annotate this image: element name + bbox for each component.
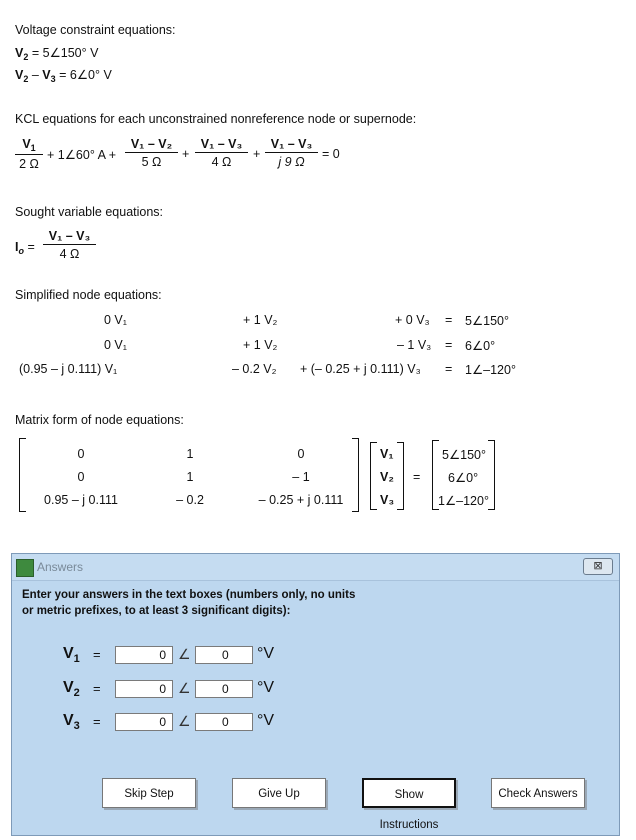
kcl-term-3: $\frac{\text{V₁ – V₃}}{4 \Omega}$ (195, 137, 248, 169)
sought-heading: Sought variable equations: (15, 205, 164, 219)
matrix-var-1: V₁ (380, 447, 394, 461)
matrix-r1-c3: 0 (297, 447, 305, 461)
app-icon (16, 559, 34, 577)
dialog-title: Answers (37, 560, 84, 574)
kcl-term-4: $\frac{\text{V₁ – V₃}}{j 9 \Omega}$ (265, 137, 318, 169)
v2-magnitude-input[interactable]: 0 (115, 680, 173, 698)
simp-r2-eq: = (445, 338, 453, 352)
check-answers-button[interactable]: Check Answers (491, 778, 585, 808)
v1-magnitude-input[interactable]: 0 (115, 646, 173, 664)
matrix-var-3: V₃ (380, 493, 395, 507)
answers-dialog (11, 553, 620, 836)
kcl-rhs: = 0 (322, 147, 340, 161)
matrix-r2-c3: – 1 (292, 470, 310, 484)
simp-r1-c2: + 1 V₂ (243, 313, 278, 327)
unit-label: °V (257, 679, 275, 696)
constraint-eq-2: $V_2 - V_3$ = 6∠0° V (15, 68, 112, 84)
matrix-r3-c3: – 0.25 + j 0.111 (258, 493, 344, 507)
simp-r2-c1: 0 V₁ (104, 338, 127, 352)
dialog-titlebar[interactable] (12, 554, 619, 581)
angle-symbol: ∠ (178, 680, 191, 696)
kcl-plus-1: + (182, 147, 190, 161)
answer-eq-v2: = (93, 681, 101, 696)
simp-r1-c1: 0 V₁ (104, 313, 127, 327)
matrix-r1-c1: 0 (77, 447, 85, 461)
simp-r1-c3: + 0 V₃ (395, 313, 430, 327)
matrix-rhs-2: 6∠0° (448, 471, 479, 485)
v2-angle-input[interactable]: 0 (195, 680, 253, 698)
simp-r1-eq: = (445, 313, 453, 327)
v3-angle-input[interactable]: 0 (195, 713, 253, 731)
matrix-r2-c2: 1 (186, 470, 194, 484)
simp-r3-rhs: 1∠–120° (465, 363, 516, 377)
angle-symbol: ∠ (178, 646, 191, 662)
answer-label-v2: $V_2$ (63, 679, 80, 699)
voltage-constraints-heading: Voltage constraint equations: (15, 23, 176, 37)
constraint-eq-1: $V_2$ = 5∠150° V (15, 46, 99, 62)
kcl-term-2: $\frac{\text{V₁ – V₂}}{5 \Omega}$ (125, 137, 178, 169)
sought-fraction: $\frac{\text{V₁ – V₃}}{4 \Omega}$ (43, 229, 96, 261)
simp-r3-eq: = (445, 362, 453, 376)
rhs-bracket-right (488, 440, 495, 510)
kcl-heading: KCL equations for each unconstrained nonreference node or supernode: (15, 112, 417, 126)
matrix-rhs-3: 1∠–120° (438, 494, 489, 508)
simp-r2-rhs: 6∠0° (465, 339, 496, 353)
skip-step-button[interactable]: Skip Step (102, 778, 196, 808)
answer-eq-v1: = (93, 647, 101, 662)
dialog-instructions: Enter your answers in the text boxes (numbers only, no units or metric prefixes, to at least 3 significant digits): (22, 589, 356, 617)
sought-lhs: $I_o$ = (15, 240, 35, 256)
matrix-equals: = (413, 470, 421, 484)
matrix-r2-c1: 0 (77, 470, 85, 484)
simplified-heading: Simplified node equations: (15, 288, 162, 302)
var-bracket-left (370, 442, 377, 510)
var-bracket-right (397, 442, 404, 510)
matrix-var-2: V₂ (380, 470, 394, 484)
answer-eq-v3: = (93, 714, 101, 729)
kcl-source-term: + 1∠60° A + (47, 148, 117, 162)
simp-r1-rhs: 5∠150° (465, 314, 510, 328)
matrix-rhs-1: 5∠150° (442, 448, 487, 462)
answer-label-v3: $V_3$ (63, 712, 80, 732)
matrix-r1-c2: 1 (186, 447, 194, 461)
simp-r2-c3: – 1 V₃ (397, 338, 432, 352)
kcl-term-1: $\frac{V_1}{2 \Omega}$ (15, 137, 43, 171)
matrix-heading: Matrix form of node equations: (15, 413, 184, 427)
matrix-r3-c2: – 0.2 (176, 493, 204, 507)
close-button[interactable]: ⊠ (583, 558, 613, 575)
give-up-button[interactable]: Give Up (232, 778, 326, 808)
show-instructions-button[interactable]: Show Instructions (362, 778, 456, 808)
answer-label-v1: $V_1$ (63, 645, 80, 665)
v1-angle-input[interactable]: 0 (195, 646, 253, 664)
simp-r3-c1: (0.95 – j 0.111) V₁ (19, 362, 118, 376)
angle-symbol: ∠ (178, 713, 191, 729)
simp-r3-c3: + (– 0.25 + j 0.111) V₃ (300, 362, 421, 376)
simp-r3-c2: – 0.2 V₂ (232, 362, 277, 376)
simp-r2-c2: + 1 V₂ (243, 338, 278, 352)
unit-label: °V (257, 712, 275, 729)
kcl-plus-2: + (253, 147, 261, 161)
matrix-r3-c1: 0.95 – j 0.111 (44, 493, 118, 507)
v3-magnitude-input[interactable]: 0 (115, 713, 173, 731)
unit-label: °V (257, 645, 275, 662)
